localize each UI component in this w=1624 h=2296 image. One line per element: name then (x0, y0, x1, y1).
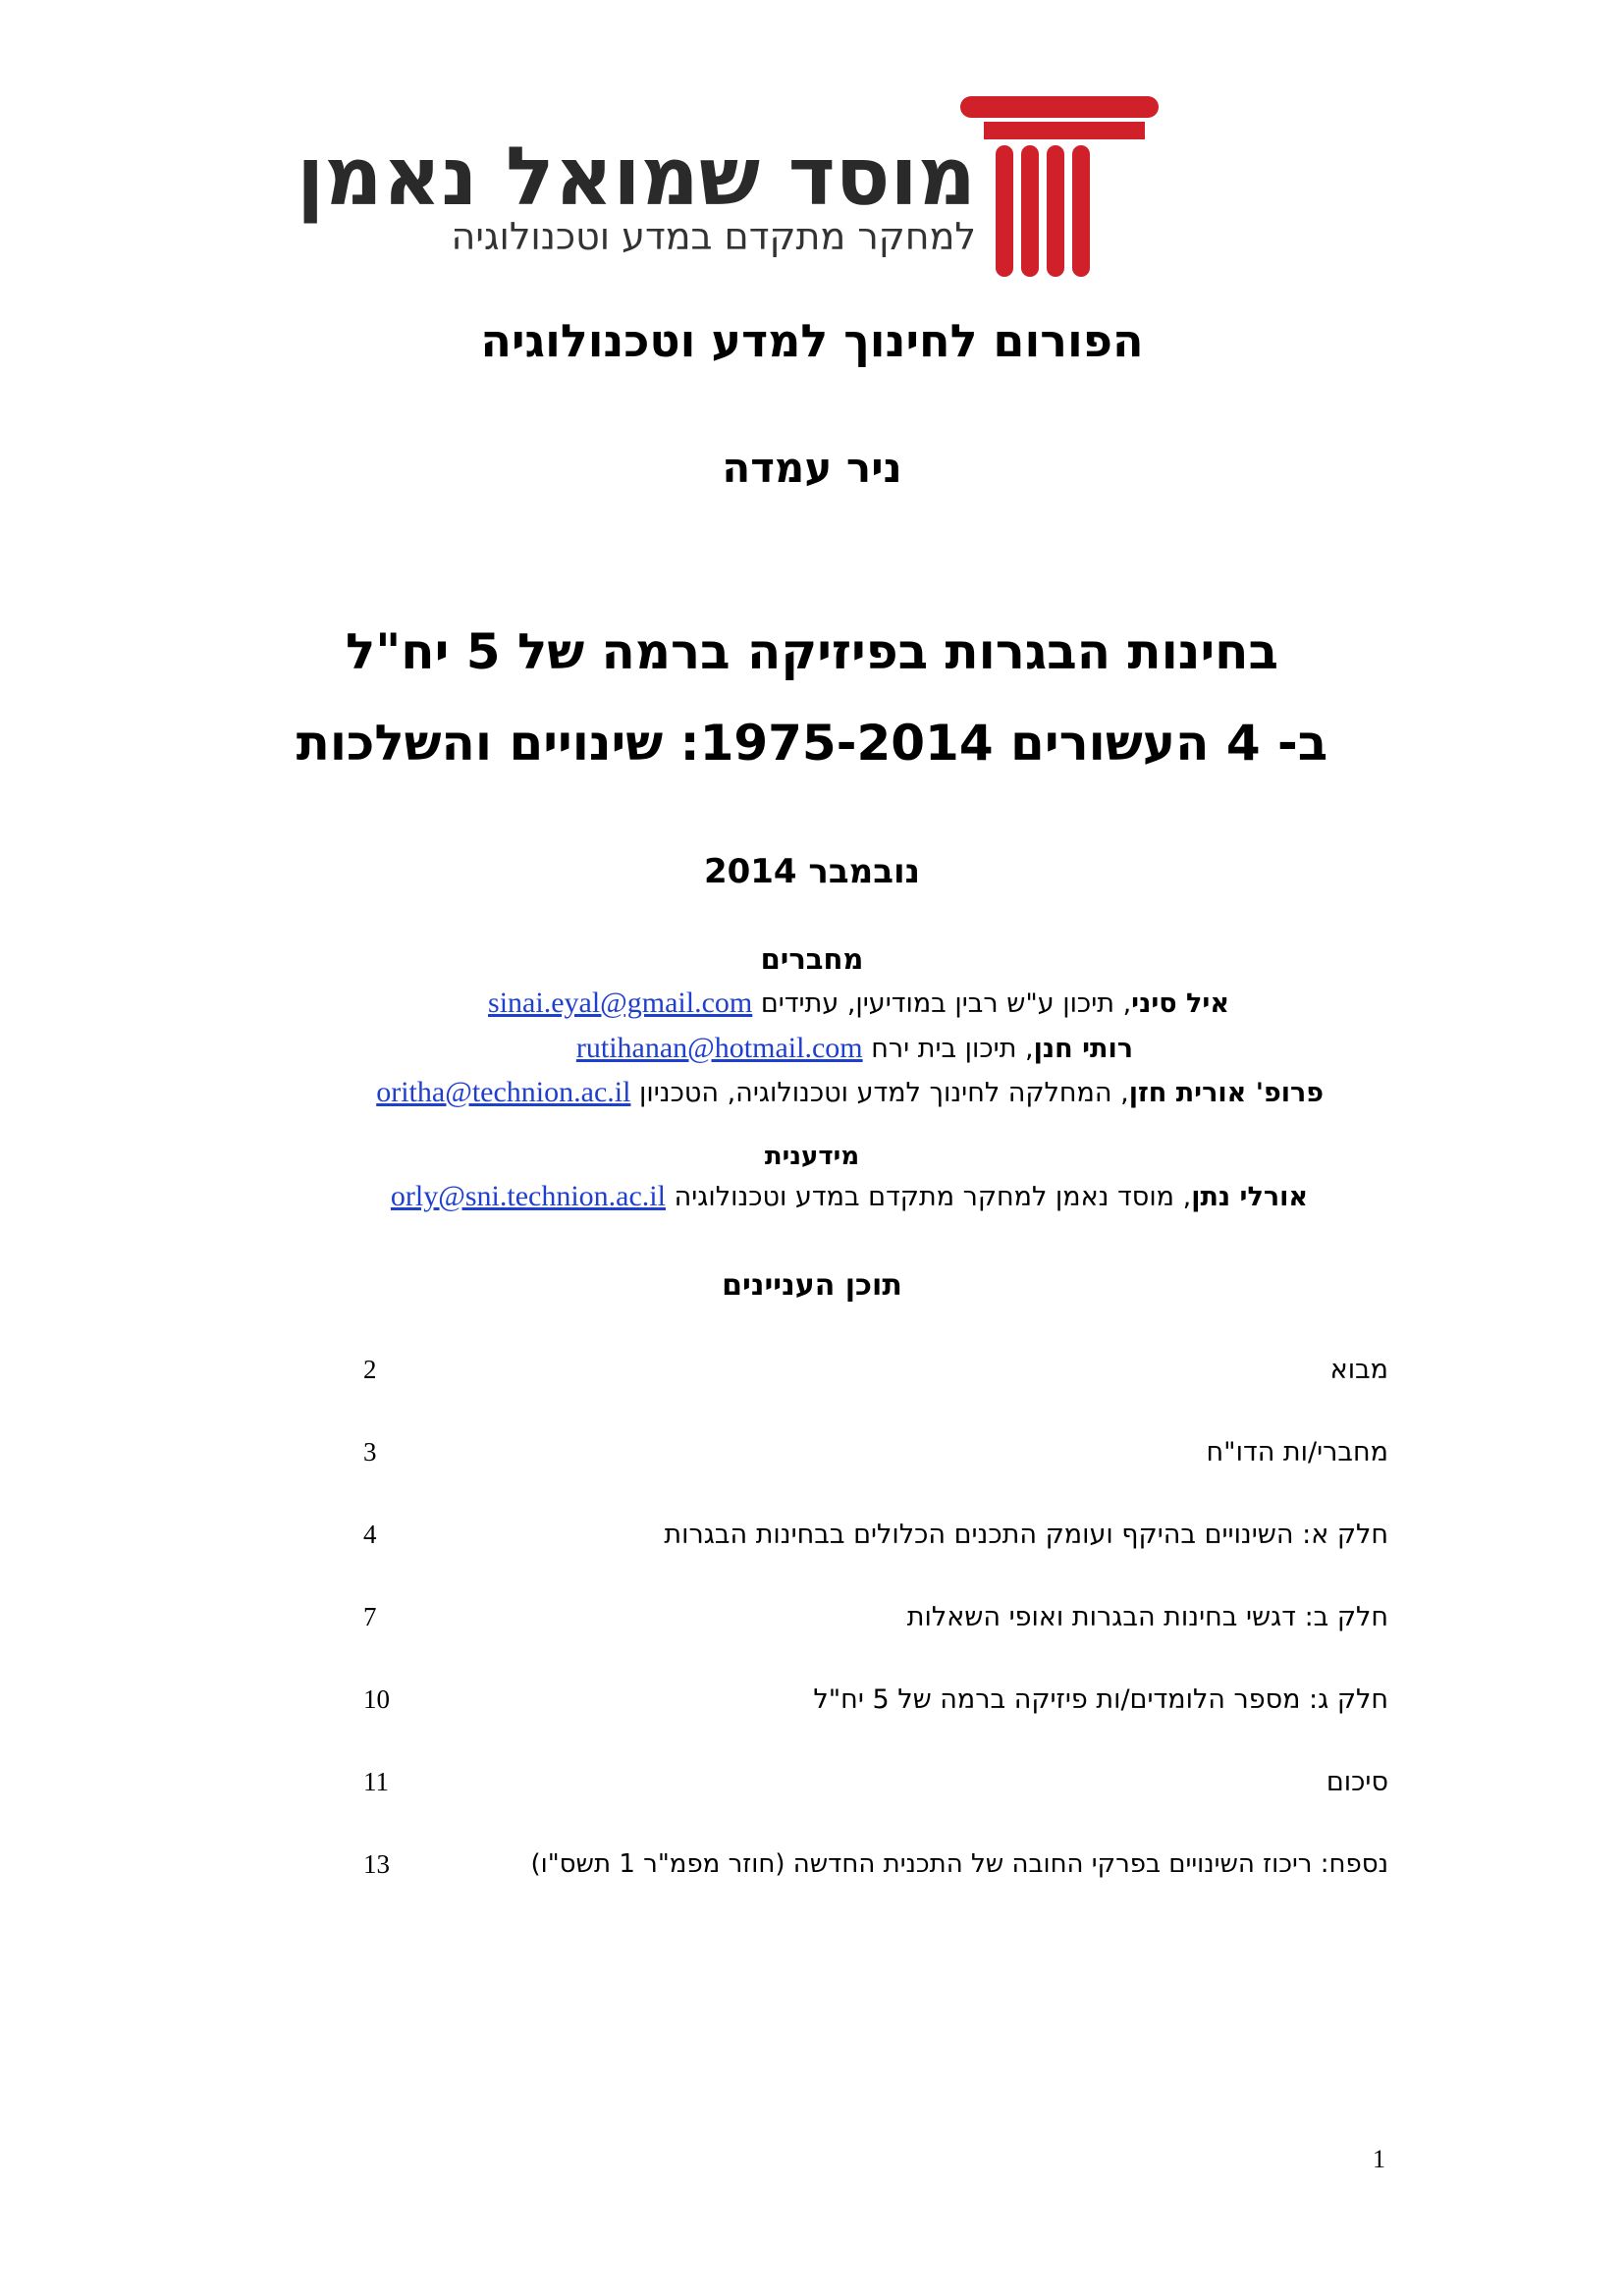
toc-item[interactable] (363, 1355, 1388, 1394)
institute-logo-pillar-icon (960, 96, 1159, 277)
toc-item-title: חלק א: השינויים בהיקף ועומק התכנים הכלולים בבחינות הבגרות (664, 1520, 1388, 1550)
informant-heading: מידענית (764, 1142, 860, 1171)
toc-item[interactable] (363, 1684, 1388, 1724)
document-title-line-1: בחינות הבגרות בפיזיקה ברמה של 5 יח"ל (345, 623, 1279, 680)
informant-email-link[interactable]: orly@sni.technion.ac.il (390, 1180, 666, 1212)
toc-item-page: 3 (363, 1437, 377, 1467)
toc-item-title: חלק ב: דגשי בחינות הבגרות ואופי השאלות (906, 1602, 1388, 1632)
paper-type: ניר עמדה (722, 444, 902, 492)
toc-item-title: חלק ג: מספר הלומדים/ות פיזיקה ברמה של 5 יח"ל (813, 1684, 1388, 1715)
institute-tagline: למחקר מתקדם במדע וטכנולוגיה (451, 215, 976, 258)
publication-date: נובמבר 2014 (703, 852, 921, 891)
author-name: רותי חנן (1033, 1034, 1133, 1064)
author-email-link[interactable]: oritha@technion.ac.il (376, 1076, 631, 1108)
forum-name: הפורום לחינוך למדע וטכנולוגיה (480, 314, 1144, 367)
author-entry (376, 1075, 1324, 1110)
author-affiliation: , המחלקה לחינוך למדע וטכנולוגיה, הטכניון (639, 1078, 1129, 1108)
toc-heading: תוכן העניינים (722, 1268, 902, 1303)
toc-item-page: 10 (363, 1684, 390, 1714)
author-email-link[interactable]: sinai.eyal@gmail.com (488, 987, 753, 1019)
author-affiliation: , תיכון בית ירח (871, 1034, 1034, 1064)
page-number: 1 (1373, 2145, 1385, 2173)
toc-item[interactable] (363, 1767, 1388, 1806)
toc-item-page: 2 (363, 1355, 377, 1384)
toc-item-title: מבוא (1329, 1355, 1388, 1385)
institute-name: מוסד שמואל נאמן (297, 131, 976, 224)
toc-item-page: 11 (363, 1767, 389, 1796)
toc-item-page: 7 (363, 1602, 377, 1631)
author-name: פרופ' אורית חזן (1128, 1078, 1324, 1108)
informant-name: אורלי נתן (1191, 1182, 1308, 1212)
toc-item[interactable] (363, 1602, 1388, 1641)
informant-affiliation: , מוסד נאמן למחקר מתקדם במדע וטכנולוגיה (674, 1182, 1192, 1212)
author-email-link[interactable]: rutihanan@hotmail.com (575, 1032, 863, 1064)
toc-item-page: 4 (363, 1520, 377, 1549)
document-title-line-2: ב- 4 העשורים 1975-2014: שינויים והשלכות (296, 715, 1328, 772)
toc-item-title: סיכום (1326, 1767, 1388, 1797)
toc-item-title: נספח: ריכוז השינויים בפרקי החובה של התכנית החדשה (חוזר מפמ"ר 1 תשס"ו) (530, 1849, 1388, 1879)
toc-item-page: 13 (363, 1849, 390, 1879)
informant-entry (391, 1179, 1308, 1214)
toc-item-title: מחברי/ות הדו"ח (1206, 1437, 1388, 1468)
authors-heading: מחברים (760, 942, 864, 976)
author-name: איל סיני (1131, 988, 1229, 1019)
author-affiliation: , תיכון ע"ש רבין במודיעין, עתידים (760, 988, 1132, 1019)
toc-item[interactable] (363, 1437, 1388, 1476)
author-entry (576, 1031, 1133, 1066)
author-entry (488, 986, 1229, 1021)
toc-item[interactable] (363, 1849, 1388, 1889)
toc-item[interactable] (363, 1520, 1388, 1559)
